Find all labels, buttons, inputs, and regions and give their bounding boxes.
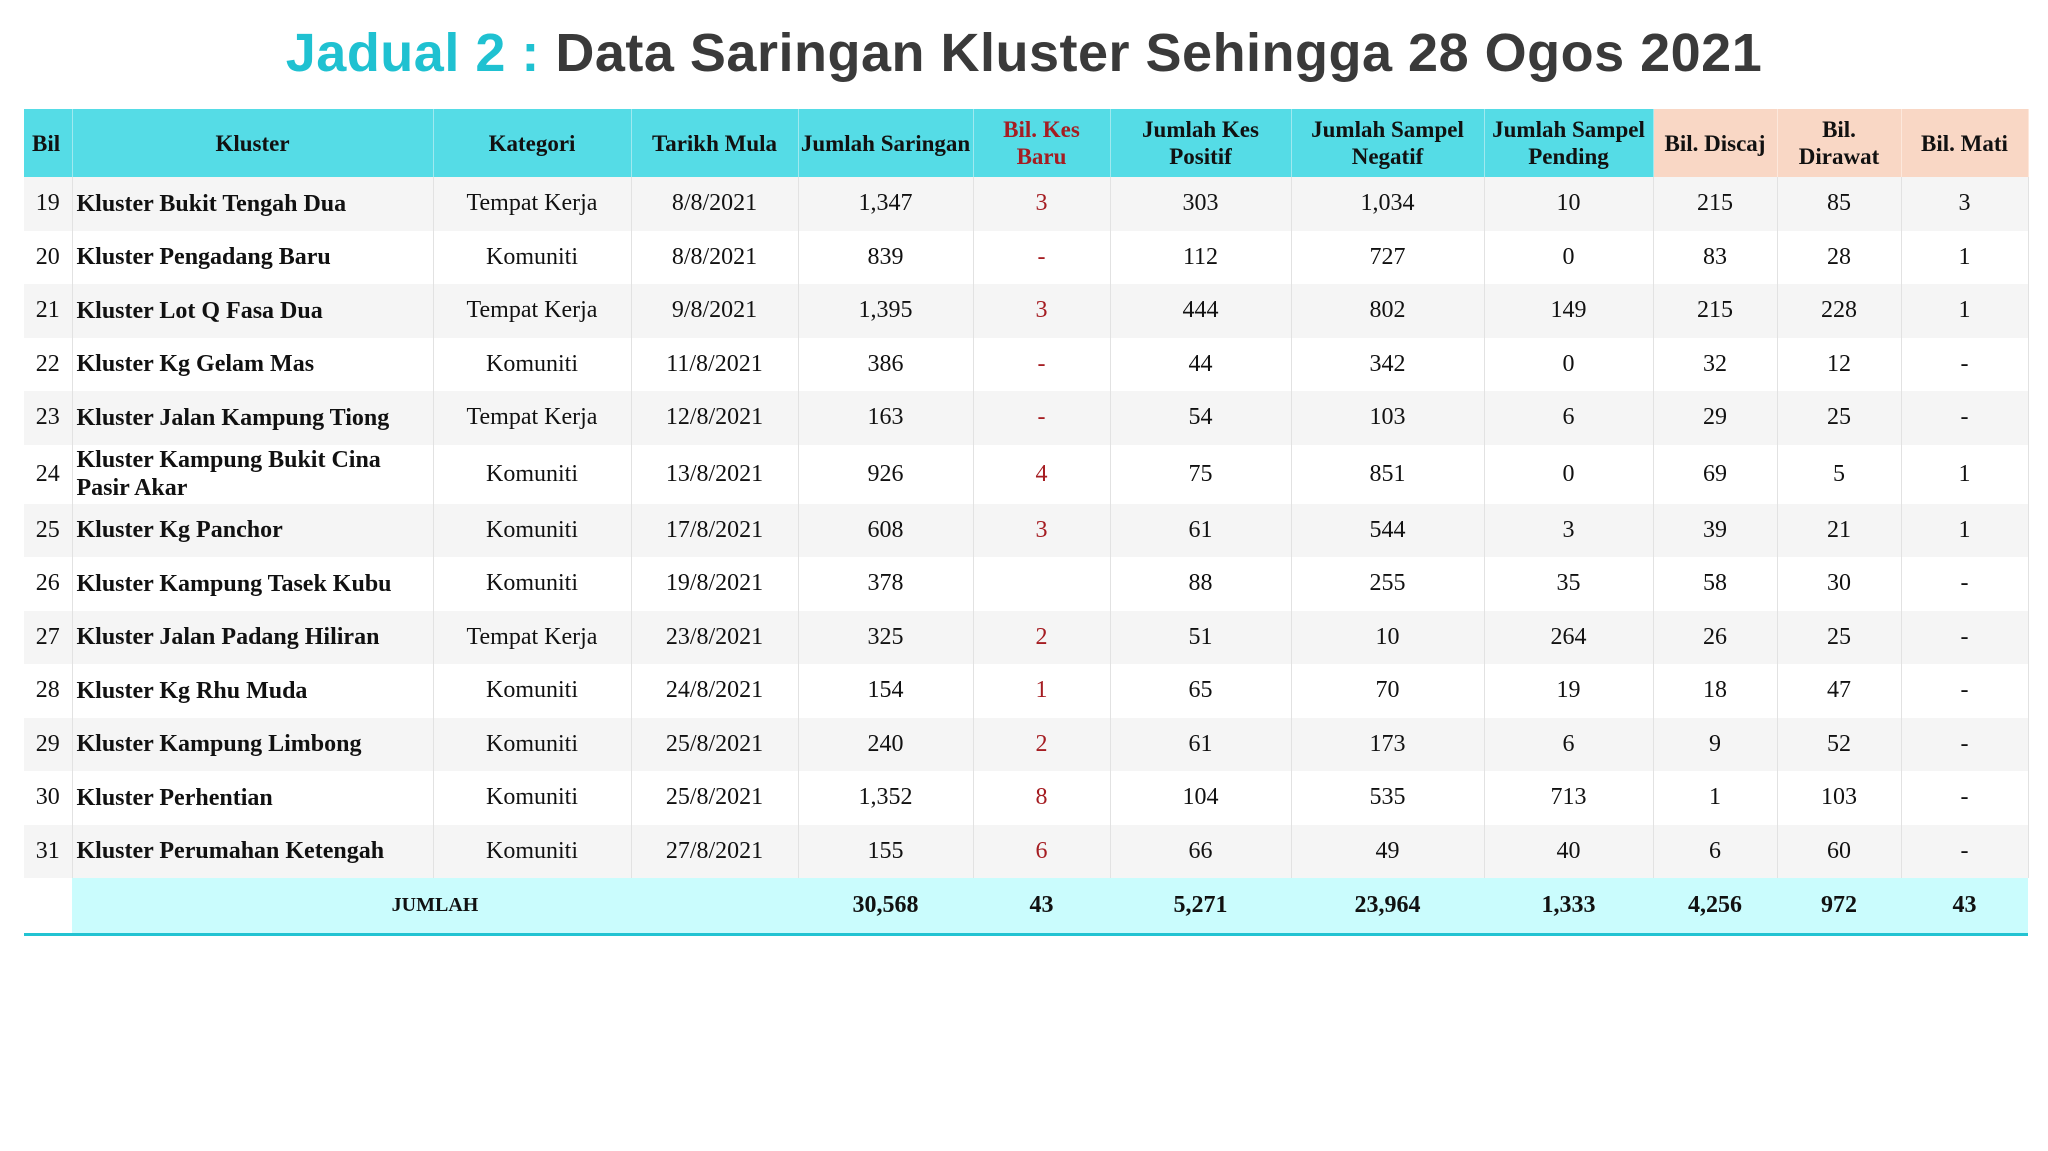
cell-tarikh: 25/8/2021 xyxy=(631,718,798,772)
cell-kluster: Kluster Kg Gelam Mas xyxy=(72,338,433,392)
cell-dirawat: 21 xyxy=(1777,504,1901,558)
cell-tarikh: 8/8/2021 xyxy=(631,231,798,285)
cell-dirawat: 228 xyxy=(1777,284,1901,338)
cell-discaj: 58 xyxy=(1653,557,1777,611)
cell-kes-baru: 3 xyxy=(973,504,1110,558)
cell-bil: 25 xyxy=(24,504,72,558)
cell-tarikh: 13/8/2021 xyxy=(631,445,798,504)
cell-negatif: 535 xyxy=(1291,771,1484,825)
total-saringan: 30,568 xyxy=(798,878,973,935)
cell-kategori: Tempat Kerja xyxy=(433,391,631,445)
cell-negatif: 10 xyxy=(1291,611,1484,665)
cell-tarikh: 12/8/2021 xyxy=(631,391,798,445)
total-mati: 43 xyxy=(1901,878,2028,935)
cell-bil: 31 xyxy=(24,825,72,879)
cell-tarikh: 9/8/2021 xyxy=(631,284,798,338)
cell-kes-positif: 104 xyxy=(1110,771,1291,825)
cell-saringan: 378 xyxy=(798,557,973,611)
cell-mati: 1 xyxy=(1901,231,2028,285)
cell-mati: - xyxy=(1901,825,2028,879)
cell-kategori: Komuniti xyxy=(433,504,631,558)
cell-dirawat: 47 xyxy=(1777,664,1901,718)
cell-discaj: 69 xyxy=(1653,445,1777,504)
total-pending: 1,333 xyxy=(1484,878,1653,935)
table-row xyxy=(24,338,2028,392)
table-row xyxy=(24,825,2028,879)
total-kes-positif: 5,271 xyxy=(1110,878,1291,935)
cell-kes-baru: 3 xyxy=(973,177,1110,231)
cell-tarikh: 27/8/2021 xyxy=(631,825,798,879)
cell-kluster: Kluster Pengadang Baru xyxy=(72,231,433,285)
cell-dirawat: 85 xyxy=(1777,177,1901,231)
cell-kluster: Kluster Bukit Tengah Dua xyxy=(72,177,433,231)
cell-bil: 29 xyxy=(24,718,72,772)
cell-mati: - xyxy=(1901,338,2028,392)
cell-kes-positif: 54 xyxy=(1110,391,1291,445)
total-dirawat: 972 xyxy=(1777,878,1901,935)
total-kes-baru: 43 xyxy=(973,878,1110,935)
cell-kes-baru: 6 xyxy=(973,825,1110,879)
cell-dirawat: 60 xyxy=(1777,825,1901,879)
cell-bil: 23 xyxy=(24,391,72,445)
cell-pending: 713 xyxy=(1484,771,1653,825)
cell-kategori: Komuniti xyxy=(433,664,631,718)
cell-tarikh: 19/8/2021 xyxy=(631,557,798,611)
cell-kes-baru: 1 xyxy=(973,664,1110,718)
title-text: Data Saringan Kluster Sehingga 28 Ogos 2021 xyxy=(555,23,1763,83)
cell-kes-baru: 2 xyxy=(973,611,1110,665)
total-negatif: 23,964 xyxy=(1291,878,1484,935)
cell-kategori: Tempat Kerja xyxy=(433,177,631,231)
table-row xyxy=(24,391,2028,445)
cell-kluster: Kluster Jalan Padang Hiliran xyxy=(72,611,433,665)
cell-discaj: 18 xyxy=(1653,664,1777,718)
cell-bil: 21 xyxy=(24,284,72,338)
cell-mati: - xyxy=(1901,391,2028,445)
cell-bil: 19 xyxy=(24,177,72,231)
cell-kes-positif: 75 xyxy=(1110,445,1291,504)
cell-mati: - xyxy=(1901,611,2028,665)
cell-negatif: 342 xyxy=(1291,338,1484,392)
cell-mati: - xyxy=(1901,771,2028,825)
cell-pending: 149 xyxy=(1484,284,1653,338)
table-row xyxy=(24,284,2028,338)
table-header-row xyxy=(24,109,2028,177)
cell-kluster: Kluster Perumahan Ketengah xyxy=(72,825,433,879)
cell-mati: 1 xyxy=(1901,284,2028,338)
cell-saringan: 1,352 xyxy=(798,771,973,825)
cell-bil: 26 xyxy=(24,557,72,611)
cell-kategori: Komuniti xyxy=(433,231,631,285)
cell-kategori: Komuniti xyxy=(433,557,631,611)
cell-saringan: 1,347 xyxy=(798,177,973,231)
cell-kluster: Kluster Kg Rhu Muda xyxy=(72,664,433,718)
cell-pending: 0 xyxy=(1484,445,1653,504)
cell-kes-baru: 2 xyxy=(973,718,1110,772)
cell-negatif: 851 xyxy=(1291,445,1484,504)
cell-kes-baru xyxy=(973,557,1110,611)
cell-negatif: 173 xyxy=(1291,718,1484,772)
table-row xyxy=(24,718,2028,772)
cell-kes-positif: 61 xyxy=(1110,718,1291,772)
table-row xyxy=(24,557,2028,611)
cell-kes-baru: - xyxy=(973,338,1110,392)
cell-tarikh: 25/8/2021 xyxy=(631,771,798,825)
cell-discaj: 39 xyxy=(1653,504,1777,558)
cell-pending: 10 xyxy=(1484,177,1653,231)
cell-tarikh: 17/8/2021 xyxy=(631,504,798,558)
cell-tarikh: 11/8/2021 xyxy=(631,338,798,392)
header-jumlah-kes-positif: Jumlah Kes Positif xyxy=(1110,109,1291,177)
cell-pending: 40 xyxy=(1484,825,1653,879)
cell-discaj: 1 xyxy=(1653,771,1777,825)
cluster-table xyxy=(24,109,2029,936)
cell-kes-baru: - xyxy=(973,231,1110,285)
cell-saringan: 839 xyxy=(798,231,973,285)
cell-kategori: Tempat Kerja xyxy=(433,284,631,338)
cell-mati: 1 xyxy=(1901,504,2028,558)
cell-dirawat: 52 xyxy=(1777,718,1901,772)
cell-mati: - xyxy=(1901,664,2028,718)
cell-kategori: Komuniti xyxy=(433,718,631,772)
table-row xyxy=(24,445,2028,504)
header-jumlah-saringan: Jumlah Saringan xyxy=(798,109,973,177)
header-sampel-negatif: Jumlah Sampel Negatif xyxy=(1291,109,1484,177)
cell-kes-baru: 3 xyxy=(973,284,1110,338)
header-kategori: Kategori xyxy=(433,109,631,177)
total-label: JUMLAH xyxy=(72,878,798,935)
header-tarikh-mula: Tarikh Mula xyxy=(631,109,798,177)
total-discaj: 4,256 xyxy=(1653,878,1777,935)
cell-pending: 6 xyxy=(1484,391,1653,445)
cell-pending: 6 xyxy=(1484,718,1653,772)
cell-bil: 28 xyxy=(24,664,72,718)
cell-mati: 1 xyxy=(1901,445,2028,504)
total-row xyxy=(24,878,2028,935)
cell-negatif: 70 xyxy=(1291,664,1484,718)
cell-negatif: 1,034 xyxy=(1291,177,1484,231)
cell-discaj: 29 xyxy=(1653,391,1777,445)
cell-pending: 0 xyxy=(1484,231,1653,285)
cell-discaj: 32 xyxy=(1653,338,1777,392)
cell-bil: 22 xyxy=(24,338,72,392)
cell-discaj: 83 xyxy=(1653,231,1777,285)
cell-negatif: 255 xyxy=(1291,557,1484,611)
cell-discaj: 26 xyxy=(1653,611,1777,665)
cell-saringan: 163 xyxy=(798,391,973,445)
cell-negatif: 802 xyxy=(1291,284,1484,338)
cell-kes-positif: 51 xyxy=(1110,611,1291,665)
cell-saringan: 240 xyxy=(798,718,973,772)
cell-kes-positif: 61 xyxy=(1110,504,1291,558)
cell-kluster: Kluster Lot Q Fasa Dua xyxy=(72,284,433,338)
cell-kes-baru: - xyxy=(973,391,1110,445)
cell-mati: - xyxy=(1901,557,2028,611)
cell-kluster: Kluster Kampung Tasek Kubu xyxy=(72,557,433,611)
cell-discaj: 215 xyxy=(1653,284,1777,338)
page-title xyxy=(0,22,2048,84)
cell-dirawat: 25 xyxy=(1777,391,1901,445)
cell-kes-positif: 44 xyxy=(1110,338,1291,392)
table-row xyxy=(24,771,2028,825)
cell-saringan: 1,395 xyxy=(798,284,973,338)
cell-dirawat: 25 xyxy=(1777,611,1901,665)
header-bil-kes-baru: Bil. Kes Baru xyxy=(973,109,1110,177)
cell-negatif: 727 xyxy=(1291,231,1484,285)
cell-kes-positif: 444 xyxy=(1110,284,1291,338)
cell-bil: 30 xyxy=(24,771,72,825)
cell-dirawat: 12 xyxy=(1777,338,1901,392)
cell-kes-positif: 88 xyxy=(1110,557,1291,611)
cell-discaj: 6 xyxy=(1653,825,1777,879)
table-row xyxy=(24,231,2028,285)
cell-kluster: Kluster Jalan Kampung Tiong xyxy=(72,391,433,445)
cell-kes-positif: 112 xyxy=(1110,231,1291,285)
table-row xyxy=(24,504,2028,558)
cell-negatif: 544 xyxy=(1291,504,1484,558)
header-bil-dirawat: Bil. Dirawat xyxy=(1777,109,1901,177)
cell-pending: 264 xyxy=(1484,611,1653,665)
cell-kluster: Kluster Perhentian xyxy=(72,771,433,825)
header-bil: Bil xyxy=(24,109,72,177)
cell-dirawat: 28 xyxy=(1777,231,1901,285)
cell-pending: 0 xyxy=(1484,338,1653,392)
cell-discaj: 9 xyxy=(1653,718,1777,772)
cell-dirawat: 103 xyxy=(1777,771,1901,825)
title-prefix: Jadual 2 : xyxy=(285,23,540,83)
cell-bil: 27 xyxy=(24,611,72,665)
cell-kluster: Kluster Kampung Bukit Cina Pasir Akar xyxy=(72,445,433,504)
cell-pending: 3 xyxy=(1484,504,1653,558)
cell-mati: - xyxy=(1901,718,2028,772)
header-sampel-pending: Jumlah Sampel Pending xyxy=(1484,109,1653,177)
cell-tarikh: 23/8/2021 xyxy=(631,611,798,665)
cluster-table-container xyxy=(24,109,2028,936)
cell-tarikh: 24/8/2021 xyxy=(631,664,798,718)
cell-saringan: 608 xyxy=(798,504,973,558)
cell-saringan: 926 xyxy=(798,445,973,504)
cell-saringan: 386 xyxy=(798,338,973,392)
cell-kategori: Komuniti xyxy=(433,825,631,879)
header-bil-discaj: Bil. Discaj xyxy=(1653,109,1777,177)
cell-kluster: Kluster Kg Panchor xyxy=(72,504,433,558)
table-row xyxy=(24,177,2028,231)
cell-saringan: 155 xyxy=(798,825,973,879)
cell-negatif: 103 xyxy=(1291,391,1484,445)
cell-kategori: Komuniti xyxy=(433,338,631,392)
cell-discaj: 215 xyxy=(1653,177,1777,231)
cell-kategori: Tempat Kerja xyxy=(433,611,631,665)
total-blank-cell xyxy=(24,878,72,935)
cell-dirawat: 30 xyxy=(1777,557,1901,611)
table-row xyxy=(24,611,2028,665)
cell-saringan: 154 xyxy=(798,664,973,718)
cell-kluster: Kluster Kampung Limbong xyxy=(72,718,433,772)
cell-bil: 24 xyxy=(24,445,72,504)
cell-kes-baru: 8 xyxy=(973,771,1110,825)
cell-kes-positif: 65 xyxy=(1110,664,1291,718)
cell-negatif: 49 xyxy=(1291,825,1484,879)
cell-bil: 20 xyxy=(24,231,72,285)
cell-kes-positif: 66 xyxy=(1110,825,1291,879)
header-kluster: Kluster xyxy=(72,109,433,177)
cell-kategori: Komuniti xyxy=(433,771,631,825)
cell-kategori: Komuniti xyxy=(433,445,631,504)
cell-dirawat: 5 xyxy=(1777,445,1901,504)
cell-pending: 19 xyxy=(1484,664,1653,718)
cell-pending: 35 xyxy=(1484,557,1653,611)
cell-kes-baru: 4 xyxy=(973,445,1110,504)
cell-saringan: 325 xyxy=(798,611,973,665)
cell-mati: 3 xyxy=(1901,177,2028,231)
header-bil-mati: Bil. Mati xyxy=(1901,109,2028,177)
cell-kes-positif: 303 xyxy=(1110,177,1291,231)
cell-tarikh: 8/8/2021 xyxy=(631,177,798,231)
table-row xyxy=(24,664,2028,718)
